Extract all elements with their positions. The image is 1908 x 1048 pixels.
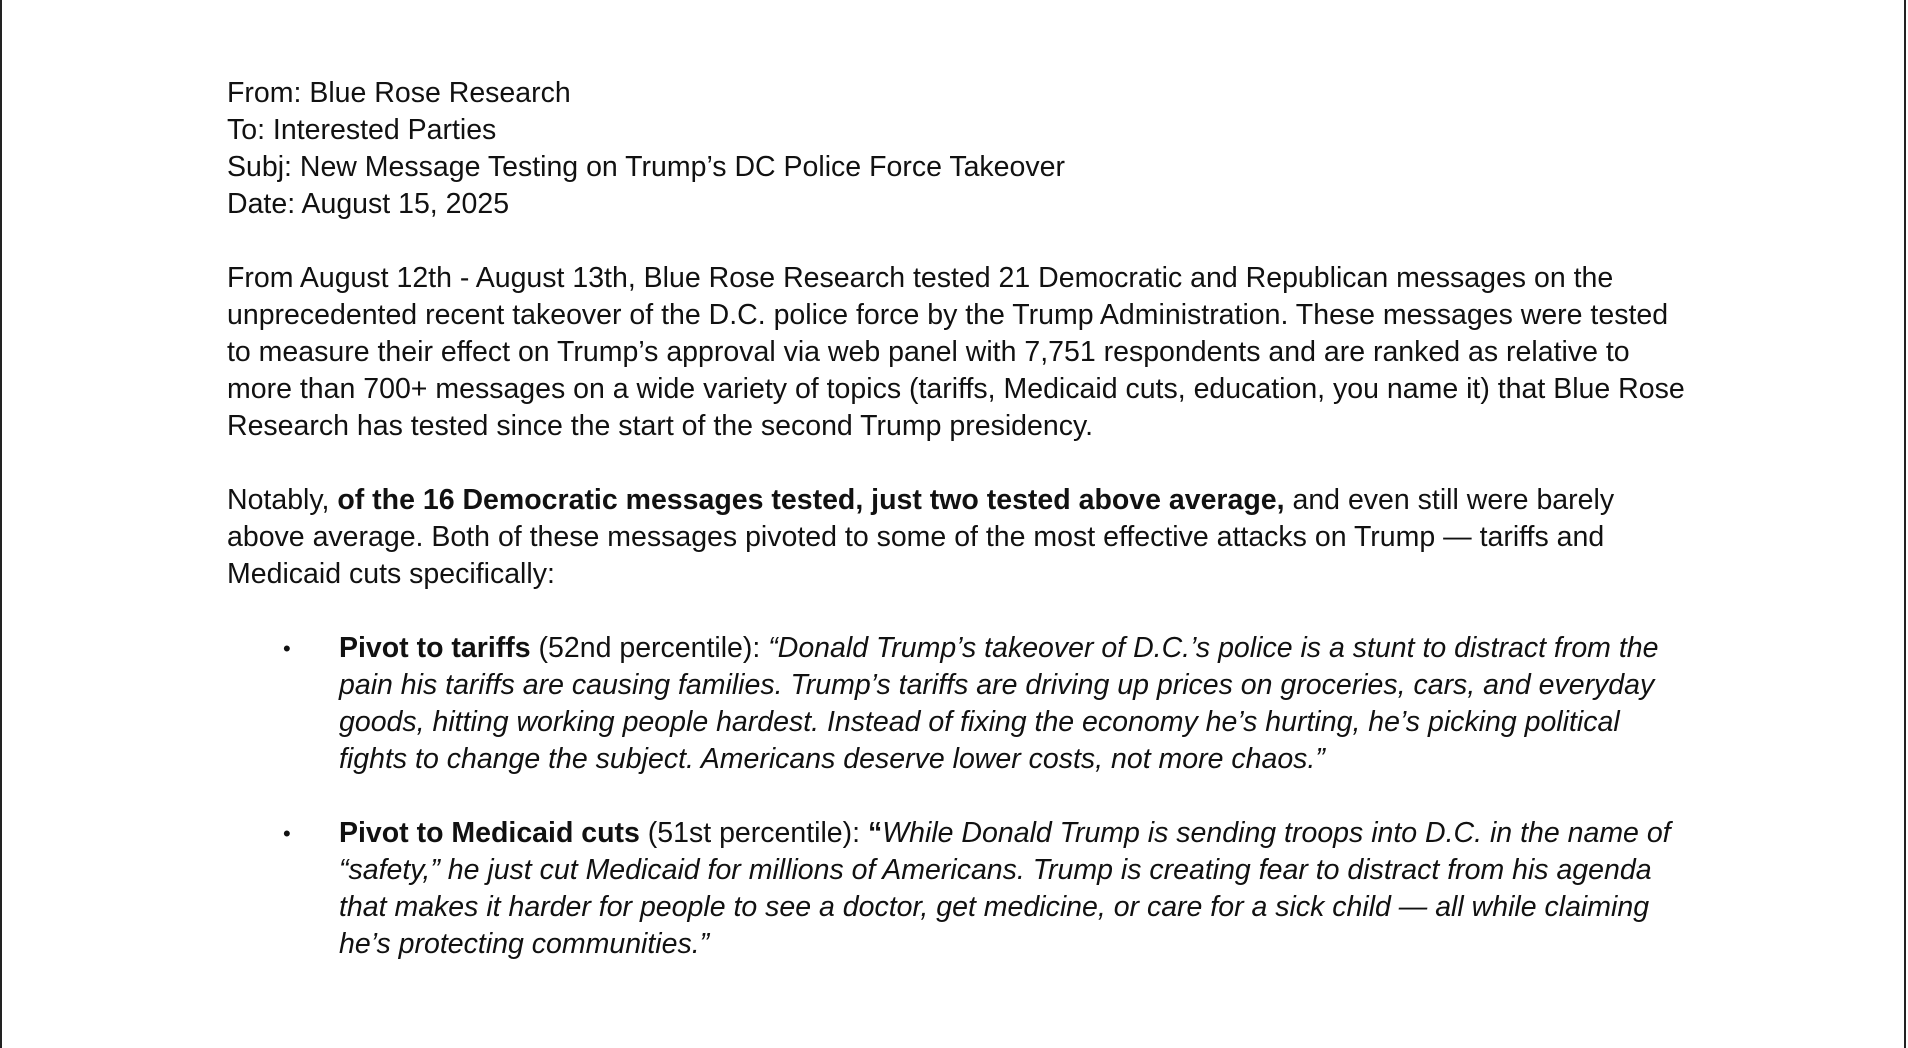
bullet-icon: • xyxy=(283,821,291,846)
memo-date: Date: August 15, 2025 xyxy=(227,188,510,220)
memo-to: To: Interested Parties xyxy=(227,114,497,146)
notably-bold-finding: of the 16 Democratic messages tested, just two tested above average, xyxy=(337,484,1285,516)
memo-body xyxy=(227,75,1687,1000)
pivot-title: Pivot to Medicaid cuts xyxy=(339,817,640,849)
list-item-pivot-tariffs xyxy=(227,630,1687,778)
notably-lead: Notably, xyxy=(227,484,338,516)
list-item-pivot-medicaid xyxy=(227,815,1687,963)
pivot-quote: While Donald Trump is sending troops into D.C. in the name of “safety,” he just cut Medicaid for millions of Americans. Trump is creating fear to distract from his agenda that makes it harder for people to see a doctor, get medicine, or care for a sick child — all while claiming he’s protecting communities.” xyxy=(339,817,1671,960)
pivot-message-list xyxy=(227,630,1687,963)
memo-header xyxy=(227,75,1687,223)
memo-from: From: Blue Rose Research xyxy=(227,77,571,109)
pivot-percentile: (51st percentile): xyxy=(639,817,868,849)
notably-rest: and even still were barely above average. Both of these messages pivoted to some of the most effective attacks on Trump — tariffs and Medicaid cuts specifically: xyxy=(227,484,1615,590)
pivot-quote: “Donald Trump’s takeover of D.C.’s police is a stunt to distract from the pain his tariffs are causing families. Trump’s tariffs are driving up prices on groceries, cars, and everyday goods, hitting working people hardest. Instead of fixing the economy he’s hurting, he’s picking political fights to change the subject. Americans deserve lower costs, not more chaos.” xyxy=(339,632,1659,775)
intro-paragraph: From August 12th - August 13th, Blue Rose Research tested 21 Democratic and Republican messages on the unprecedented recent takeover of the D.C. police force by the Trump Administration. These messages were tested to measure their effect on Trump’s approval via web panel with 7,751 respondents and are ranked as relative to more than 700+ messages on a wide variety of topics (tariffs, Medicaid cuts, education, you name it) that Blue Rose Research has tested since the start of the second Trump presidency. xyxy=(227,262,1685,442)
bullet-icon: • xyxy=(283,636,291,661)
pivot-title: Pivot to tariffs xyxy=(339,632,531,664)
pivot-open-quote: “ xyxy=(868,817,883,849)
notably-paragraph xyxy=(227,482,1687,593)
memo-subject: Subj: New Message Testing on Trump’s DC Police Force Takeover xyxy=(227,151,1065,183)
pivot-percentile: (52nd percentile): xyxy=(530,632,769,664)
